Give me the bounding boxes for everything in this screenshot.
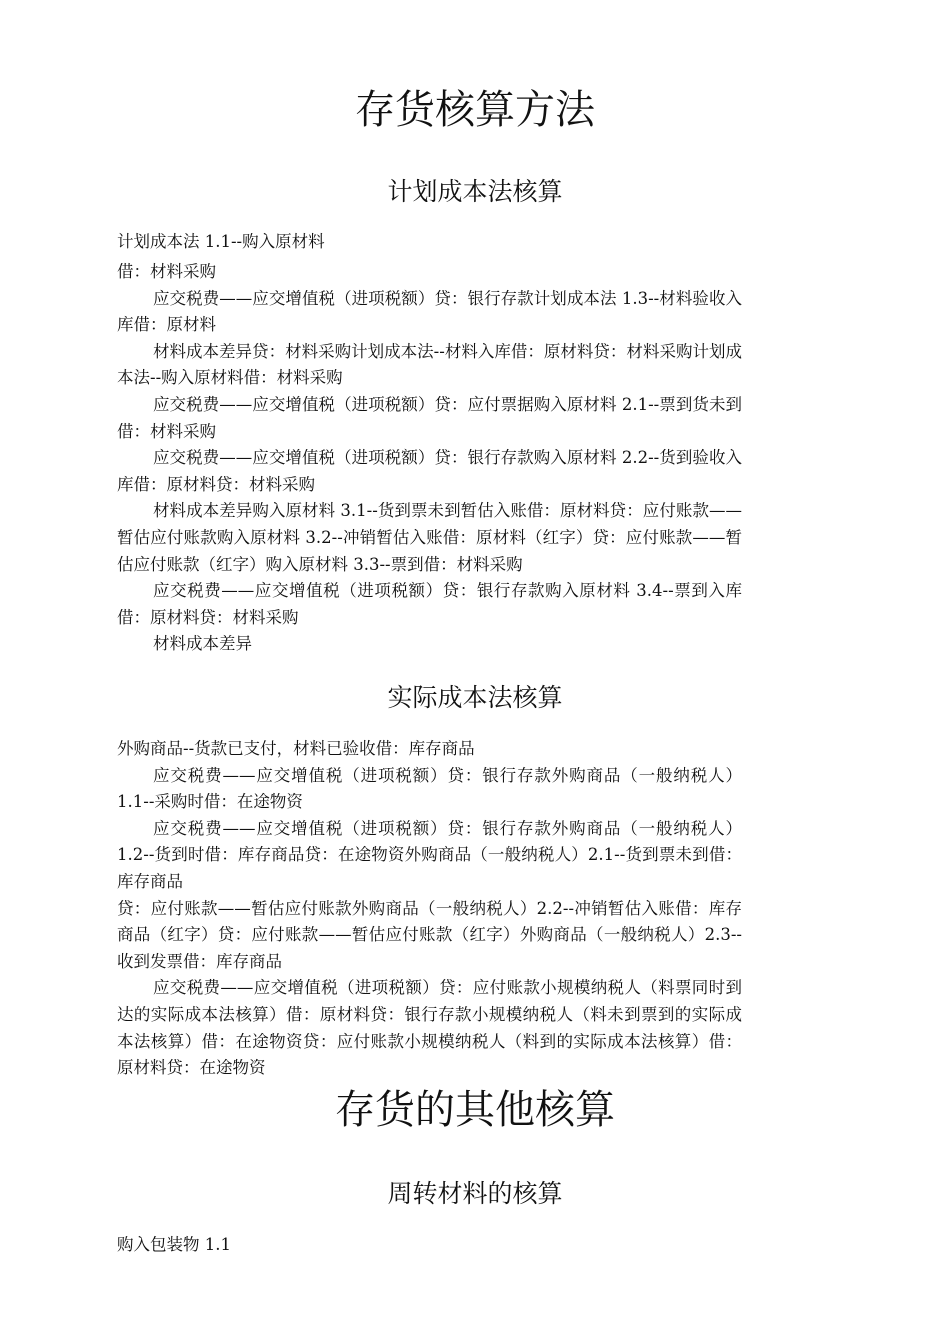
section-heading-actual-cost: 实际成本法核算 xyxy=(387,683,563,712)
plan-para-2: 材料成本差异贷：材料采购计划成本法--材料入库借：原材料贷：材料采购计划成本法--购入原材料借：材料采购 xyxy=(117,341,742,388)
plan-para-7: 材料成本差异 xyxy=(153,634,252,654)
turnover-intro: 购入包装物 1.1 xyxy=(117,1235,231,1254)
actual-para-4: 应交税费——应交增值税（进项税额）贷：应付账款小规模纳税人（料票同时到达的实际成本法核算）借：原材料贷：银行存款小规模纳税人（料未到票到的实际成本法核算）借：在途物资贷：应付账款小规模纳税人（料到的实际成本法核算）借：原材料贷：在途物资 xyxy=(117,978,742,1078)
actual-cost-body xyxy=(117,736,742,1082)
plan-para-3: 应交税费——应交增值税（进项税额）贷：应付票据购入原材料 2.1--票到货未到借：材料采购 xyxy=(117,394,742,441)
plan-para-6: 应交税费——应交增值税（进项税额）贷：银行存款购入原材料 3.4--票到入库借：原材料贷：材料采购 xyxy=(117,581,742,627)
actual-para-3: 贷：应付账款——暂估应付账款外购商品（一般纳税人）2.2--冲销暂估入账借：库存商品（红字）贷：应付账款——暂估应付账款（红字）外购商品（一般纳税人）2.3--收到发票借：库存商品 xyxy=(117,898,742,971)
plan-para-1: 应交税费——应交增值税（进项税额）贷：银行存款计划成本法 1.3--材料验收入库借：原材料 xyxy=(117,288,742,335)
plan-cost-body xyxy=(117,259,742,658)
plan-para-4: 应交税费——应交增值税（进项税额）贷：银行存款购入原材料 2.2--货到验收入库借：原材料贷：材料采购 xyxy=(117,448,742,494)
section-heading-plan-cost: 计划成本法核算 xyxy=(387,177,563,206)
actual-para-2: 应交税费——应交增值税（进项税额）贷：银行存款外购商品（一般纳税人）1.2--货到时借：库存商品贷：在途物资外购商品（一般纳税人）2.1--货到票未到借：库存商品 xyxy=(117,818,742,891)
section-heading-turnover: 周转材料的核算 xyxy=(387,1179,563,1208)
plan-para-5: 材料成本差异购入原材料 3.1--货到票未到暂估入账借：原材料贷：应付账款——暂估应付账款购入原材料 3.2--冲销暂估入账借：原材料（红字）贷：应付账款——暂估应付账款（红字）购入原材料 3.3--票到借：材料采购 xyxy=(117,501,742,574)
plan-cost-intro: 计划成本法 1.1--购入原材料 xyxy=(117,232,325,251)
page-title: 存货核算方法 xyxy=(355,87,595,133)
actual-para-1: 应交税费——应交增值税（进项税额）贷：银行存款外购商品（一般纳税人）1.1--采购时借：在途物资 xyxy=(117,765,742,812)
other-accounting-title: 存货的其他核算 xyxy=(335,1087,615,1133)
plan-para-0: 借：材料采购 xyxy=(117,262,216,281)
actual-para-0: 外购商品--货款已支付，材料已验收借：库存商品 xyxy=(117,739,475,758)
